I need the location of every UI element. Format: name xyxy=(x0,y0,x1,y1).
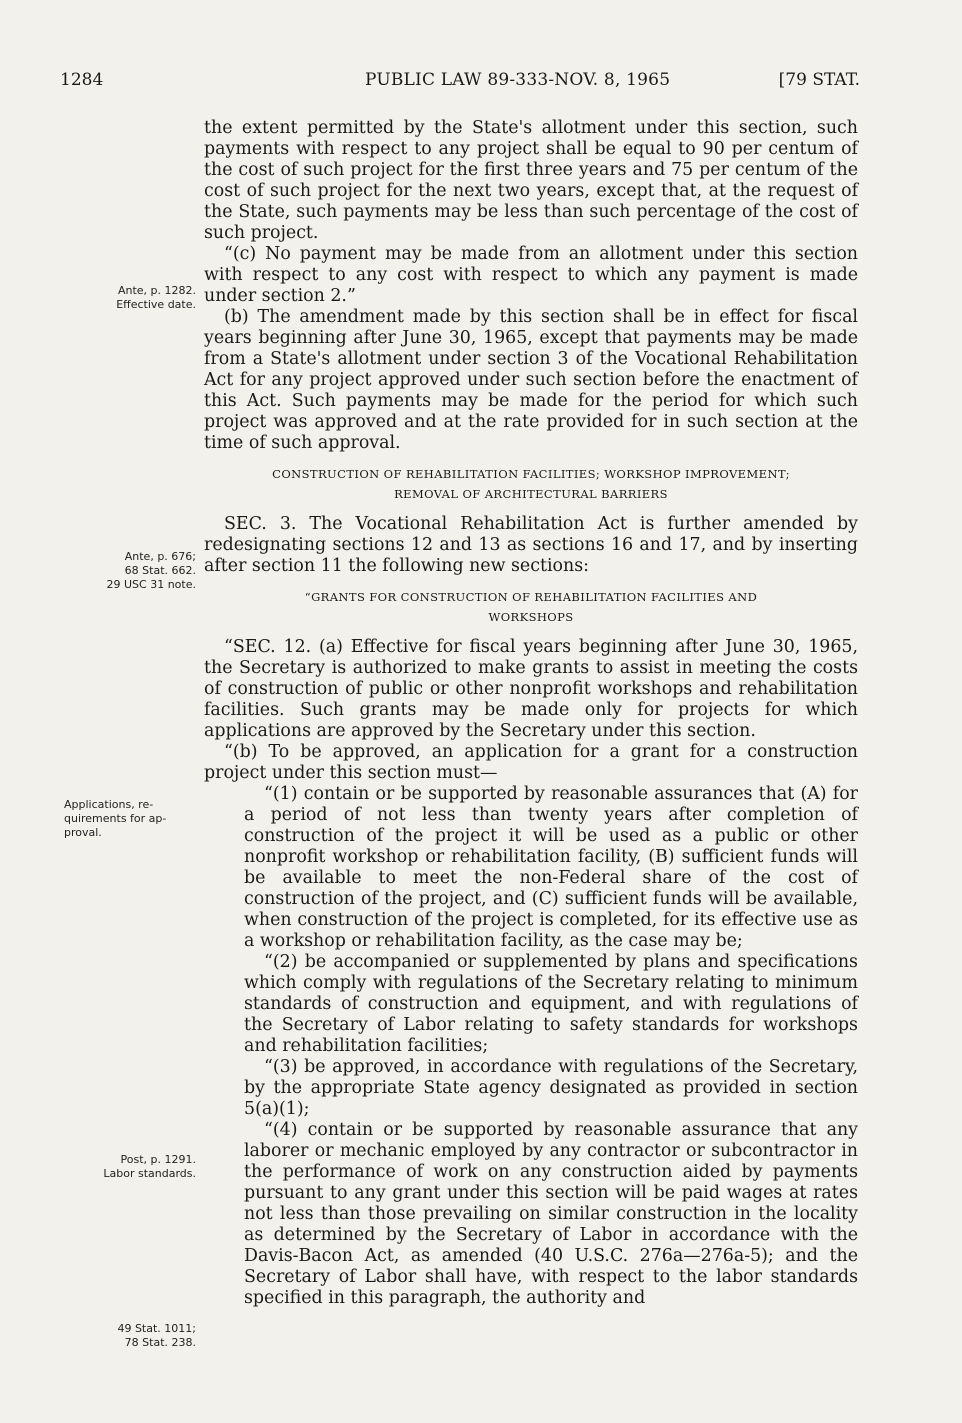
heading-line: WORKSHOPS xyxy=(488,610,574,624)
page-title: PUBLIC LAW 89-333-NOV. 8, 1965 xyxy=(365,70,671,90)
paragraph: “(b) To be approved, an application for a grant for a construction project under this section must— xyxy=(204,742,858,783)
paragraph: “SEC. 12. (a) Effective for fiscal years beginning after June 30, 1965, the Secretary is authorized to make grants to assist in meeting the costs of construction of public or other nonprofit workshops and rehabilitation facilities. Such grants may be made only for projects for which applications are approved by the Secretary under this section. xyxy=(204,637,858,741)
heading-line: CONSTRUCTION OF REHABILITATION FACILITIES; WORKSHOP IMPROVEMENT; xyxy=(272,467,790,481)
margin-label: proval. xyxy=(64,826,102,839)
page-number: 1284 xyxy=(60,70,104,90)
margin-label: Applications, re- xyxy=(64,798,154,811)
volume-reference: [79 STAT. xyxy=(778,70,860,90)
margin-note-ante-1282 xyxy=(48,284,196,312)
margin-stat: 68 Stat. 662. xyxy=(124,564,196,577)
margin-label: Effective date. xyxy=(116,298,196,311)
margin-label: quirements for ap- xyxy=(64,812,167,825)
margin-ref: Post, p. 1291. xyxy=(120,1153,196,1166)
body-text xyxy=(204,118,858,1309)
paragraph: SEC. 3. The Vocational Rehabilitation Act is further amended by redesignating sections 12 and 13 as sections 16 and 17, and by inserting after section 11 the following new sections: xyxy=(204,514,858,576)
list-item: “(2) be accompanied or supplemented by plans and specifications which comply with regulations of the Secretary relating to minimum standards of construction and equipment, and with regulations of the Secretary of Labor relating to safety standards for workshops and rehabilitation facilities; xyxy=(244,952,858,1056)
margin-ref: Ante, p. 676; xyxy=(124,550,196,563)
margin-label: Labor standards. xyxy=(103,1167,196,1180)
paragraph: “(c) No payment may be made from an allotment under this section with respect to any cost with respect to which any payment is made under section 2.” xyxy=(204,244,858,306)
page-header xyxy=(60,70,860,94)
margin-ref: 49 Stat. 1011; xyxy=(117,1322,196,1335)
paragraph: (b) The amendment made by this section shall be in effect for fiscal years beginning after June 30, 1965, except that payments may be made from a State's allotment under section 3 of the Vocational Rehabilitation Act for any project approved under such section before the enactment of this Act. Such payments may be made for the period for which such project was approved and at the rate provided for in such section at the time of such approval. xyxy=(204,307,858,453)
margin-note-ante-676 xyxy=(48,550,196,592)
margin-note-applications xyxy=(64,798,212,840)
margin-note-stat-1011 xyxy=(48,1322,196,1350)
section-heading xyxy=(204,464,858,504)
margin-usc: 29 USC 31 note. xyxy=(106,578,196,591)
subsection-heading xyxy=(204,587,858,627)
heading-line: REMOVAL OF ARCHITECTURAL BARRIERS xyxy=(394,487,668,501)
margin-note-post-1291 xyxy=(48,1153,196,1181)
margin-ref: Ante, p. 1282. xyxy=(117,284,196,297)
list-item: “(3) be approved, in accordance with regulations of the Secretary, by the appropriate State agency designated as provided in section 5(a)(1); xyxy=(244,1057,858,1119)
paragraph: the extent permitted by the State's allotment under this section, such payments with respect to any project shall be equal to 90 per centum of the cost of such project for the first three years and 75 per centum of the cost of such project for the next two years, except that, at the request of the State, such payments may be less than such percentage of the cost of such project. xyxy=(204,118,858,243)
margin-ref: 78 Stat. 238. xyxy=(124,1336,196,1349)
list-item: “(1) contain or be supported by reasonable assurances that (A) for a period of not less than twenty years after completion of construction of the project it will be used as a public or other nonprofit workshop or rehabilitation facility, (B) sufficient funds will be available to meet the non-Federal share of the cost of construction of the project, and (C) sufficient funds will be available, when construction of the project is completed, for its effective use as a workshop or rehabilitation facility, as the case may be; xyxy=(244,784,858,951)
heading-line: “GRANTS FOR CONSTRUCTION OF REHABILITATION FACILITIES AND xyxy=(304,590,758,604)
list-item: “(4) contain or be supported by reasonable assurance that any laborer or mechanic employed by any contractor or subcontractor in the performance of work on any construction aided by payments pursuant to any grant under this section will be paid wages at rates not less than those prevailing on similar construction in the locality as determined by the Secretary of Labor in accordance with the Davis-Bacon Act, as amended (40 U.S.C. 276a—276a-5); and the Secretary of Labor shall have, with respect to the labor standards specified in this paragraph, the authority and xyxy=(244,1120,858,1308)
